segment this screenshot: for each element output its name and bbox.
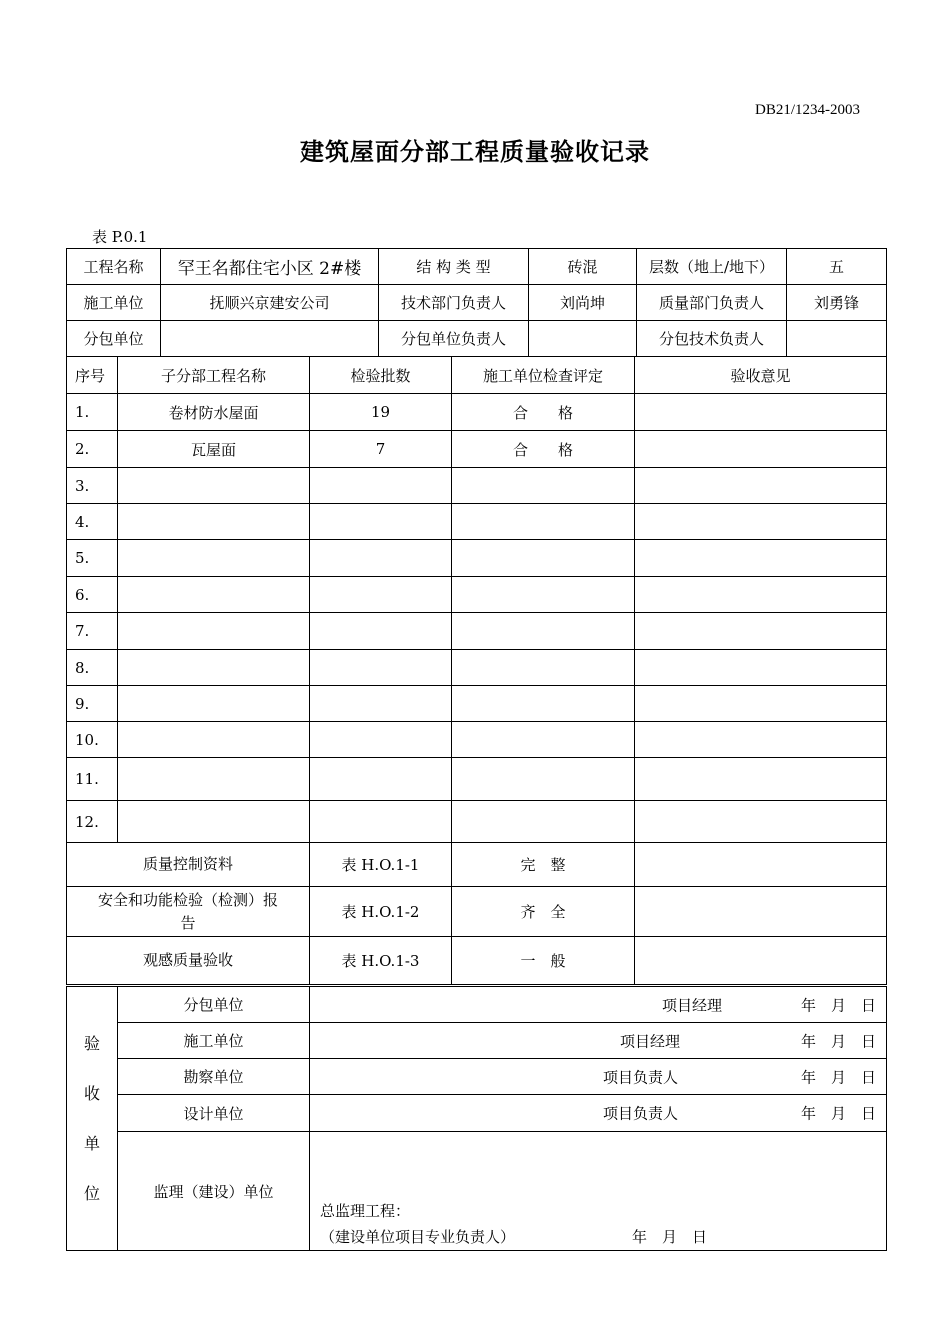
row-opinion [635, 613, 887, 650]
acceptance-row [67, 1095, 887, 1132]
row-evaluation [452, 577, 635, 613]
row-name [118, 686, 310, 722]
table-row [67, 504, 887, 540]
summary-row [67, 843, 887, 887]
row-opinion [635, 577, 887, 613]
row-batches [310, 504, 452, 540]
col-header-name: 子分部工程名称 [118, 357, 310, 394]
row-name [118, 468, 310, 504]
row-opinion [635, 468, 887, 504]
row-name [118, 801, 310, 843]
table-row [67, 801, 887, 843]
row-batches [310, 540, 452, 577]
row-batches [310, 686, 452, 722]
summary-opinion [635, 843, 887, 887]
acceptance-side-label: 验收单位 [67, 987, 118, 1251]
acceptance-unit: 勘察单位 [118, 1059, 310, 1095]
table-row [67, 613, 887, 650]
standard-code: DB21/1234-2003 [755, 102, 860, 118]
row-batches: 7 [310, 431, 452, 468]
acceptance-row [67, 987, 887, 1023]
row-batches [310, 468, 452, 504]
project-info-table [66, 248, 887, 357]
row-no: 4. [67, 504, 118, 540]
sub-lead-value [529, 321, 637, 357]
row-opinion [635, 431, 887, 468]
table-row [67, 577, 887, 613]
project-name-label: 工程名称 [67, 249, 161, 285]
structure-type-value: 砖混 [529, 249, 637, 285]
acceptance-unit: 设计单位 [118, 1095, 310, 1132]
supervision-unit: 监理（建设）单位 [118, 1132, 310, 1251]
signature-role: 项目经理 [620, 1032, 681, 1050]
summary-evaluation: 完 整 [452, 843, 635, 887]
row-name [118, 504, 310, 540]
row-name [118, 613, 310, 650]
document-title: 建筑屋面分部工程质量验收记录 [300, 137, 650, 166]
table-row [67, 722, 887, 758]
summary-label: 质量控制资料 [67, 843, 310, 887]
row-evaluation: 合 格 [452, 431, 635, 468]
summary-row [67, 937, 887, 985]
acceptance-row [67, 1059, 887, 1095]
supervision-row [67, 1132, 887, 1251]
signature-role: 项目负责人 [603, 1068, 679, 1086]
row-evaluation [452, 758, 635, 801]
structure-type-label: 结 构 类 型 [379, 249, 529, 285]
row-opinion [635, 722, 887, 758]
row-opinion [635, 801, 887, 843]
row-no: 3. [67, 468, 118, 504]
row-evaluation [452, 650, 635, 686]
row-no: 1. [67, 394, 118, 431]
signature-role: 项目负责人 [603, 1104, 679, 1123]
table-header-row [67, 357, 887, 394]
col-header-opinion: 验收意见 [635, 357, 887, 394]
row-name [118, 650, 310, 686]
subcontractor-value [161, 321, 379, 357]
table-row [67, 540, 887, 577]
row-evaluation [452, 686, 635, 722]
sub-tech-lead-value [787, 321, 887, 357]
row-evaluation [452, 801, 635, 843]
subdivision-table [66, 356, 887, 985]
row-batches [310, 650, 452, 686]
col-header-no: 序号 [67, 357, 118, 394]
quality-lead-label: 质量部门负责人 [637, 285, 787, 321]
row-evaluation [452, 468, 635, 504]
row-no: 9. [67, 686, 118, 722]
supervision-signature-cell [310, 1132, 887, 1251]
row-batches: 19 [310, 394, 452, 431]
signature-date: 年 月 日 [800, 1068, 876, 1086]
table-row [67, 468, 887, 504]
row-name [118, 758, 310, 801]
acceptance-unit: 分包单位 [118, 987, 310, 1023]
summary-opinion [635, 887, 887, 937]
signature-date: 年 月 日 [800, 1032, 876, 1050]
tech-lead-value: 刘尚坤 [529, 285, 637, 321]
signature-role: 项目经理 [662, 996, 723, 1014]
summary-label: 安全和功能检验（检测）报告 [67, 887, 310, 937]
signature-cell [310, 1095, 887, 1132]
table-row [67, 431, 887, 468]
table-row [67, 758, 887, 801]
summary-label: 观感质量验收 [67, 937, 310, 985]
summary-evaluation: 齐 全 [452, 887, 635, 937]
signature-date: 年 月 日 [800, 996, 876, 1014]
supervision-label: 总监理工程： [320, 1202, 411, 1220]
table-row [67, 686, 887, 722]
row-batches [310, 758, 452, 801]
acceptance-unit: 施工单位 [118, 1023, 310, 1059]
acceptance-table [66, 986, 887, 1251]
row-no: 5. [67, 540, 118, 577]
summary-row [67, 887, 887, 937]
contractor-label: 施工单位 [67, 285, 161, 321]
summary-opinion [635, 937, 887, 985]
col-header-evaluation: 施工单位检查评定 [452, 357, 635, 394]
row-opinion [635, 540, 887, 577]
table-code: 表 P.0.1 [92, 228, 148, 246]
row-no: 6. [67, 577, 118, 613]
summary-ref: 表 H.O.1-2 [310, 887, 452, 937]
row-opinion [635, 650, 887, 686]
signature-date: 年 月 日 [800, 1104, 876, 1123]
supervision-date: 年 月 日 [632, 1228, 708, 1246]
row-evaluation [452, 722, 635, 758]
quality-lead-value: 刘勇锋 [787, 285, 887, 321]
row-no: 12. [67, 801, 118, 843]
table-row [67, 650, 887, 686]
row-no: 8. [67, 650, 118, 686]
floors-value: 五 [787, 249, 887, 285]
tech-lead-label: 技术部门负责人 [379, 285, 529, 321]
sub-tech-lead-label: 分包技术负责人 [637, 321, 787, 357]
row-evaluation [452, 613, 635, 650]
row-no: 7. [67, 613, 118, 650]
subcontractor-label: 分包单位 [67, 321, 161, 357]
row-name [118, 577, 310, 613]
row-name: 卷材防水屋面 [118, 394, 310, 431]
col-header-batches: 检验批数 [310, 357, 452, 394]
acceptance-row [67, 1023, 887, 1059]
signature-cell [310, 987, 887, 1023]
row-batches [310, 722, 452, 758]
floors-label: 层数（地上/地下） [637, 249, 787, 285]
row-evaluation: 合 格 [452, 394, 635, 431]
sub-lead-label: 分包单位负责人 [379, 321, 529, 357]
summary-ref: 表 H.O.1-3 [310, 937, 452, 985]
summary-evaluation: 一 般 [452, 937, 635, 985]
row-name [118, 540, 310, 577]
contractor-value: 抚顺兴京建安公司 [161, 285, 379, 321]
row-opinion [635, 504, 887, 540]
row-no: 2. [67, 431, 118, 468]
row-no: 11. [67, 758, 118, 801]
row-batches [310, 577, 452, 613]
row-name: 瓦屋面 [118, 431, 310, 468]
signature-cell [310, 1059, 887, 1095]
row-opinion [635, 758, 887, 801]
row-opinion [635, 394, 887, 431]
row-batches [310, 801, 452, 843]
row-no: 10. [67, 722, 118, 758]
row-evaluation [452, 540, 635, 577]
summary-ref: 表 H.O.1-1 [310, 843, 452, 887]
row-name [118, 722, 310, 758]
row-evaluation [452, 504, 635, 540]
row-opinion [635, 686, 887, 722]
table-row [67, 394, 887, 431]
signature-cell [310, 1023, 887, 1059]
supervision-sub-label: （建设单位项目专业负责人） [320, 1228, 516, 1246]
row-batches [310, 613, 452, 650]
project-name-value: 罕王名都住宅小区 2#楼 [161, 249, 379, 285]
